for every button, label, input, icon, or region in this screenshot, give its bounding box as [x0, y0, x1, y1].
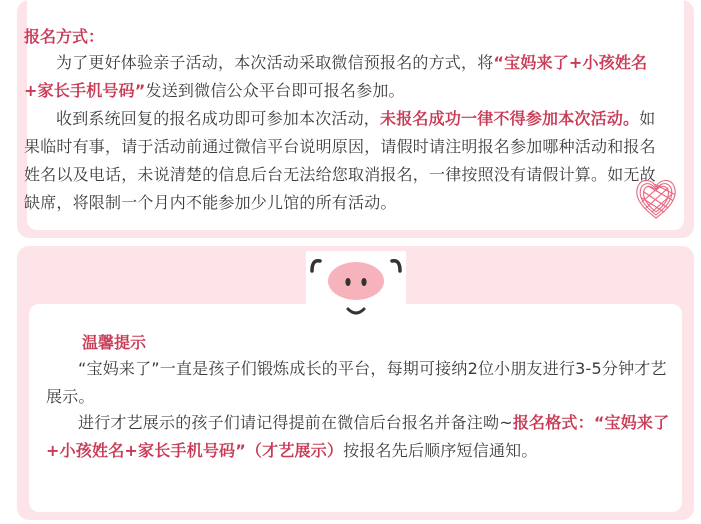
- heart-doodle-icon: [630, 172, 682, 224]
- paragraph-text: 进行才艺展示的孩子们请记得提前在微信后台报名并备注呦~: [78, 413, 513, 432]
- paragraph-text: 为了更好体验亲子活动，本次活动采取微信预报名的方式，将: [56, 53, 494, 72]
- emphasis-format: 报名格式：“宝妈来了+小孩姓名+家长手机号码”（才艺展示）: [46, 413, 670, 460]
- registration-paragraph-2: [24, 105, 660, 217]
- tips-paragraph-2: [46, 409, 670, 465]
- paragraph-text: 收到系统回复的报名成功即可参加本次活动，: [56, 109, 381, 128]
- emphasis-warning: 未报名成功一律不得参加本次活动。: [380, 109, 640, 128]
- emphasis-format: “宝妈来了+小孩姓名+家长手机号码”: [24, 53, 648, 100]
- registration-paragraph-1: [24, 49, 660, 105]
- pig-face-icon: [306, 251, 406, 319]
- tips-heading: 温馨提示: [82, 333, 147, 352]
- paragraph-text: 如果临时有事，请于活动前通过微信平台说明原因，请假时请注明报名参加哪种活动和报名姓名以及电话，未说清楚的信息后台无法给您取消报名，一律按照没有请假计算。如无故缺席，将限制一个月内不能参加少儿馆的所有活动。: [24, 109, 656, 212]
- tips-paragraph-1: “宝妈来了”一直是孩子们锻炼成长的平台，每期可接纳2位小朋友进行3-5分钟才艺展示。: [46, 359, 667, 406]
- paragraph-text: 发送到微信公众平台即可报名参加。: [145, 81, 405, 100]
- paragraph-text: 按报名先后顺序短信通知。: [343, 441, 538, 460]
- registration-heading: 报名方式：: [24, 27, 105, 46]
